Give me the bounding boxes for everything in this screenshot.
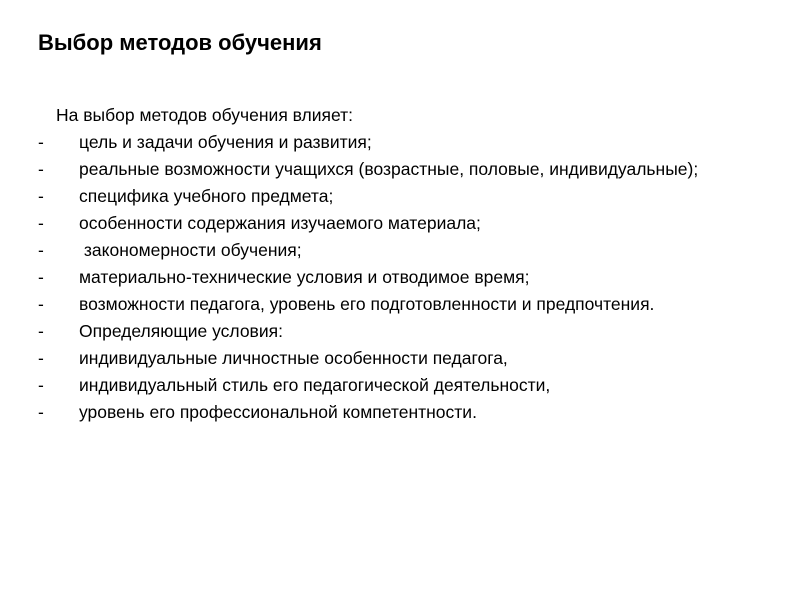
list-item-text: уровень его профессиональной компетентности. bbox=[79, 402, 477, 422]
list-item bbox=[0, 239, 699, 262]
dash-marker: - bbox=[38, 321, 44, 341]
list-item-text: возможности педагога, уровень его подготовленности и предпочтения. bbox=[79, 294, 655, 314]
slide-title: Выбор методов обучения bbox=[38, 30, 322, 55]
list-item bbox=[0, 158, 699, 181]
list-item bbox=[0, 131, 699, 154]
list-item-text: особенности содержания изучаемого материала; bbox=[79, 213, 481, 233]
bullet-list bbox=[0, 131, 800, 428]
dash-marker: - bbox=[38, 402, 44, 422]
list-item-text: закономерности обучения; bbox=[79, 240, 302, 260]
dash-marker: - bbox=[38, 348, 44, 368]
dash-marker: - bbox=[38, 375, 44, 395]
list-item bbox=[0, 293, 699, 316]
list-item-text: цель и задачи обучения и развития; bbox=[79, 132, 372, 152]
dash-marker: - bbox=[38, 159, 44, 179]
dash-marker: - bbox=[38, 213, 44, 233]
list-item bbox=[0, 374, 699, 397]
list-item bbox=[0, 212, 699, 235]
dash-marker: - bbox=[38, 240, 44, 260]
list-item-text: Определяющие условия: bbox=[79, 321, 283, 341]
list-item bbox=[0, 401, 699, 424]
list-item-text: специфика учебного предмета; bbox=[79, 186, 334, 206]
intro-text: На выбор методов обучения влияет: bbox=[56, 105, 354, 125]
dash-marker: - bbox=[38, 132, 44, 152]
dash-marker: - bbox=[38, 294, 44, 314]
list-item-text: материально-технические условия и отводимое время; bbox=[79, 267, 530, 287]
dash-marker: - bbox=[38, 267, 44, 287]
list-item-text: реальные возможности учащихся (возрастные, половые, индивидуальные); bbox=[79, 159, 699, 179]
list-item-text: индивидуальные личностные особенности педагога, bbox=[79, 348, 508, 368]
list-item bbox=[0, 185, 699, 208]
list-item-text: индивидуальный стиль его педагогической деятельности, bbox=[79, 375, 551, 395]
list-item bbox=[0, 266, 699, 289]
list-item bbox=[0, 347, 699, 370]
list-item bbox=[0, 320, 699, 343]
dash-marker: - bbox=[38, 186, 44, 206]
